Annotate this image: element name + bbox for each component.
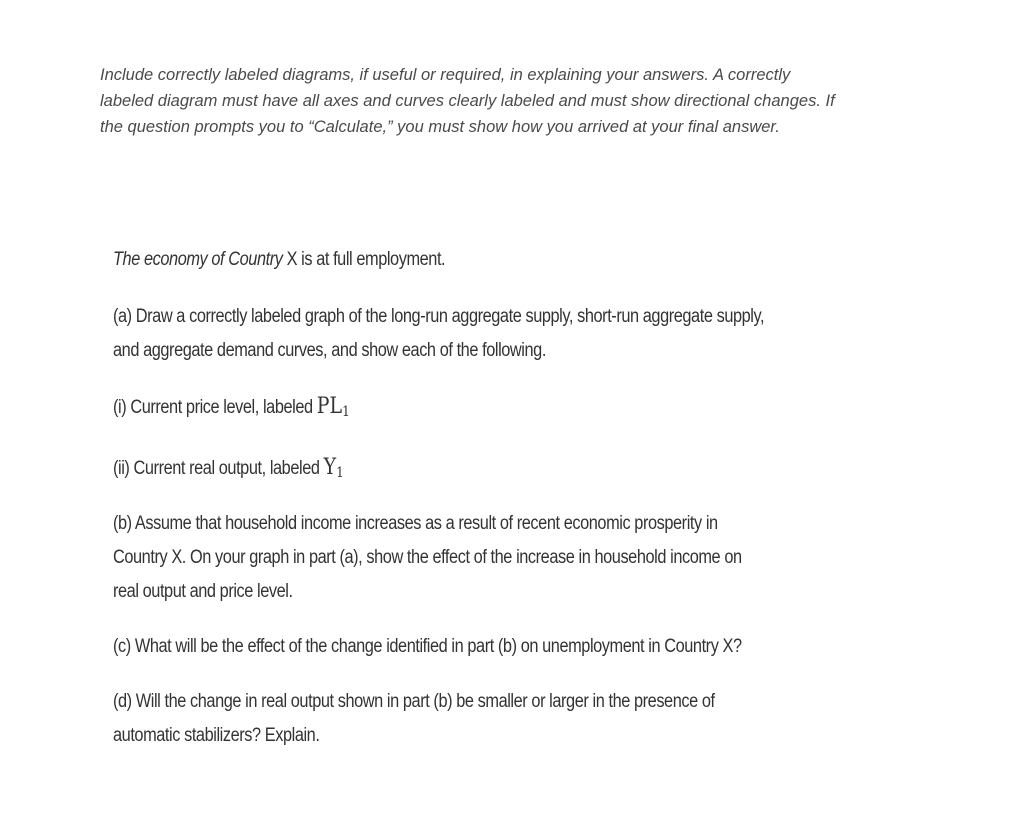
part-a-i-text: (i) Current price level, labeled [113, 397, 317, 418]
real-output-subscript: 1 [336, 465, 344, 481]
question-stem-rest: X is at full employment. [282, 249, 446, 270]
part-c: (c) What will be the effect of the change identified in part (b) on unemployment in Country X? [113, 636, 742, 657]
price-level-subscript: 1 [342, 404, 350, 420]
instructions-text: Include correctly labeled diagrams, if useful or required, in explaining your answers. A correctly labeled diagram must have all axes and curves clearly labeled and must show directional changes. If the question prompts you to “Calculate,” you must show how you arrived at your final answer. [100, 66, 835, 136]
question-stem-italic: The economy of Country [113, 249, 283, 270]
part-a-ii-text: (ii) Current real output, labeled [113, 458, 324, 479]
part-a-i [113, 390, 767, 425]
part-a-ii [113, 451, 767, 486]
price-level-symbol-base: PL [316, 394, 343, 419]
real-output-symbol-base: Y [323, 455, 337, 480]
part-a: (a) Draw a correctly labeled graph of the long-run aggregate supply, short-run aggregate supply, and aggregate demand curves, and show each of the following. [113, 306, 765, 361]
real-output-symbol [324, 455, 344, 480]
part-d: (d) Will the change in real output shown in part (b) be smaller or larger in the presence of automatic stabilizers? Explain. [113, 691, 715, 746]
question-block [113, 243, 767, 753]
question-stem [113, 243, 767, 277]
price-level-symbol [317, 394, 350, 419]
part-b: (b) Assume that household income increases as a result of recent economic prosperity in Country X. On your graph in part (a), show the effect of the increase in household income on real output and price level. [113, 513, 742, 602]
